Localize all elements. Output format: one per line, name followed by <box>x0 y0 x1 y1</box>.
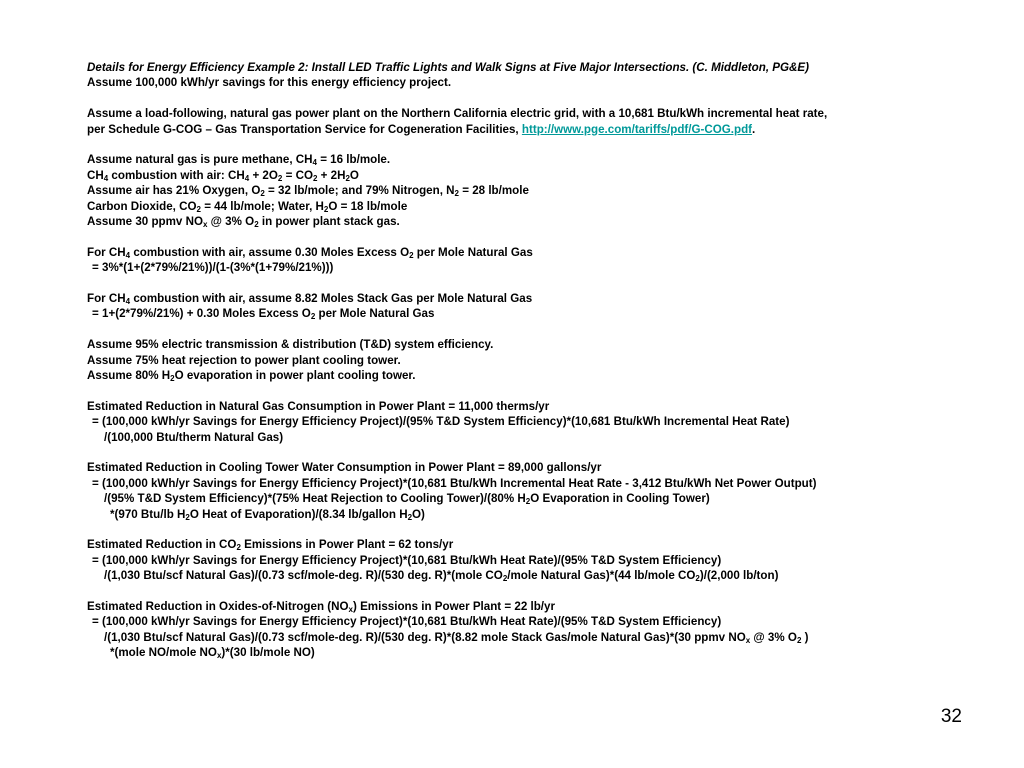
excess-o2-line: For $CH_4$ combustion with air, assume 0.30 Moles Excess $O_2$ per Mole Natural Gas <box>87 245 533 260</box>
gas-reduction-formula-2: /(100,000 Btu/therm Natural Gas) <box>104 430 284 444</box>
gas-reduction-formula-1: = (100,000 kWh/yr Savings for Energy Efficiency Project)/(95% T&D System Efficiency)*(10,681 Btu/kWh Incremental Heat Rate) <box>92 415 790 429</box>
stack-gas-formula: = 1+(2*79%/21%) + 0.30 Moles Excess $O_2$ per Mole Natural Gas <box>92 307 435 322</box>
nox-reduction-formula-3: *(mole NO/mole $NO_x)*(30$ lb/mole NO) <box>110 646 315 661</box>
water-reduction-formula-2: /(95% T&D System Efficiency)*(75% Heat Rejection to Cooling Tower)/(80% $H_2O$ Evaporation in Cooling Tower) <box>104 492 710 507</box>
evaporation-line: Assume 80% $H_2O$ evaporation in power plant cooling tower. <box>87 369 416 384</box>
water-reduction-formula-3: *(970 Btu/lb $H_2O$ Heat of Evaporation)/(8.34 lb/gallon $H_2O$) <box>110 507 425 522</box>
water-reduction-heading: Estimated Reduction in Cooling Tower Water Consumption in Power Plant = 89,000 gallons/yr <box>87 461 602 475</box>
stack-gas-line: For $CH_4$ combustion with air, assume 8.82 Moles Stack Gas per Mole Natural Gas <box>87 292 533 307</box>
nox-reduction-heading: Estimated Reduction in Oxides-of-Nitrogen $(NO_x)$ Emissions in Power Plant = 22 lb/yr <box>87 600 555 615</box>
td-efficiency-line: Assume 95% electric transmission & distribution (T&D) system efficiency. <box>87 338 494 352</box>
document-body <box>87 60 987 661</box>
air-line: Assume air has 21% Oxygen, $O_2 = 32$ lb/mole; and 79% Nitrogen, $N_2 = 28$ lb/mole <box>87 184 529 199</box>
excess-o2-formula: = 3%*(1+(2*79%/21%))/(1-(3%*(1+79%/21%))) <box>92 261 334 275</box>
assume-savings-line: Assume 100,000 kWh/yr savings for this energy efficiency project. <box>87 76 452 90</box>
gas-reduction-heading: Estimated Reduction in Natural Gas Consumption in Power Plant = 11,000 therms/yr <box>87 399 550 413</box>
plant-line-1: Assume a load-following, natural gas power plant on the Northern California electric grid, with a 10,681 Btu/kWh incremental heat rate, <box>87 107 828 121</box>
water-reduction-formula-1: = (100,000 kWh/yr Savings for Energy Efficiency Project)*(10,681 Btu/kWh Incremental Heat Rate - 3,412 Btu/kWh Net Power Output) <box>92 476 817 490</box>
co2-reduction-formula-1: = (100,000 kWh/yr Savings for Energy Efficiency Project)*(10,681 Btu/kWh Heat Rate)/(95% T&D System Efficiency) <box>92 553 722 567</box>
heat-rejection-line: Assume 75% heat rejection to power plant cooling tower. <box>87 353 401 367</box>
methane-line: Assume natural gas is pure methane, $CH_4 = 16$ lb/mole. <box>87 153 391 168</box>
nox-reduction-formula-1: = (100,000 kWh/yr Savings for Energy Efficiency Project)*(10,681 Btu/kWh Heat Rate)/(95% T&D System Efficiency) <box>92 615 722 629</box>
co2-reduction-heading: Estimated Reduction in $CO_2$ Emissions in Power Plant = 62 tons/yr <box>87 538 454 553</box>
page-number: 32 <box>940 706 962 727</box>
tariff-link[interactable]: http://www.pge.com/tariffs/pdf/G-COG.pdf <box>521 122 753 136</box>
co2-reduction-formula-2: /(1,030 Btu/scf Natural Gas)/(0.73 scf/mole-deg. R)/(530 deg. R)*(mole $CO_2$/mole Natural Gas)*(44 lb/mole $CO_2)/(2,000$ lb/ton) <box>104 569 779 584</box>
co2-water-line: Carbon Dioxide, $CO_2 = 44$ lb/mole; Water, $H_2O = 18$ lb/mole <box>87 199 408 214</box>
document-title: Details for Energy Efficiency Example 2: Install LED Traffic Lights and Walk Signs at Five Major Intersections. (C. Middleton, PG&E) <box>87 61 809 74</box>
plant-line-2: per Schedule G-COG – Gas Transportation Service for Cogeneration Facilities, http://www.pge.com/tariffs/pdf/G-COG.pdf. <box>87 122 756 136</box>
nox-reduction-formula-2: /(1,030 Btu/scf Natural Gas)/(0.73 scf/mole-deg. R)/(530 deg. R)*(8.82 mole Stack Gas/mole Natural Gas)*(30 ppmv $NO_x$ @ 3% $O_2$ ) <box>104 630 809 645</box>
combustion-line: $CH_4$ combustion with air: $CH_4 + 2O_2 = CO_2 + 2H_2O$ <box>87 168 359 183</box>
nox-assume-line: Assume 30 ppmv $NO_x$ @ 3% $O_2$ in power plant stack gas. <box>87 215 400 230</box>
